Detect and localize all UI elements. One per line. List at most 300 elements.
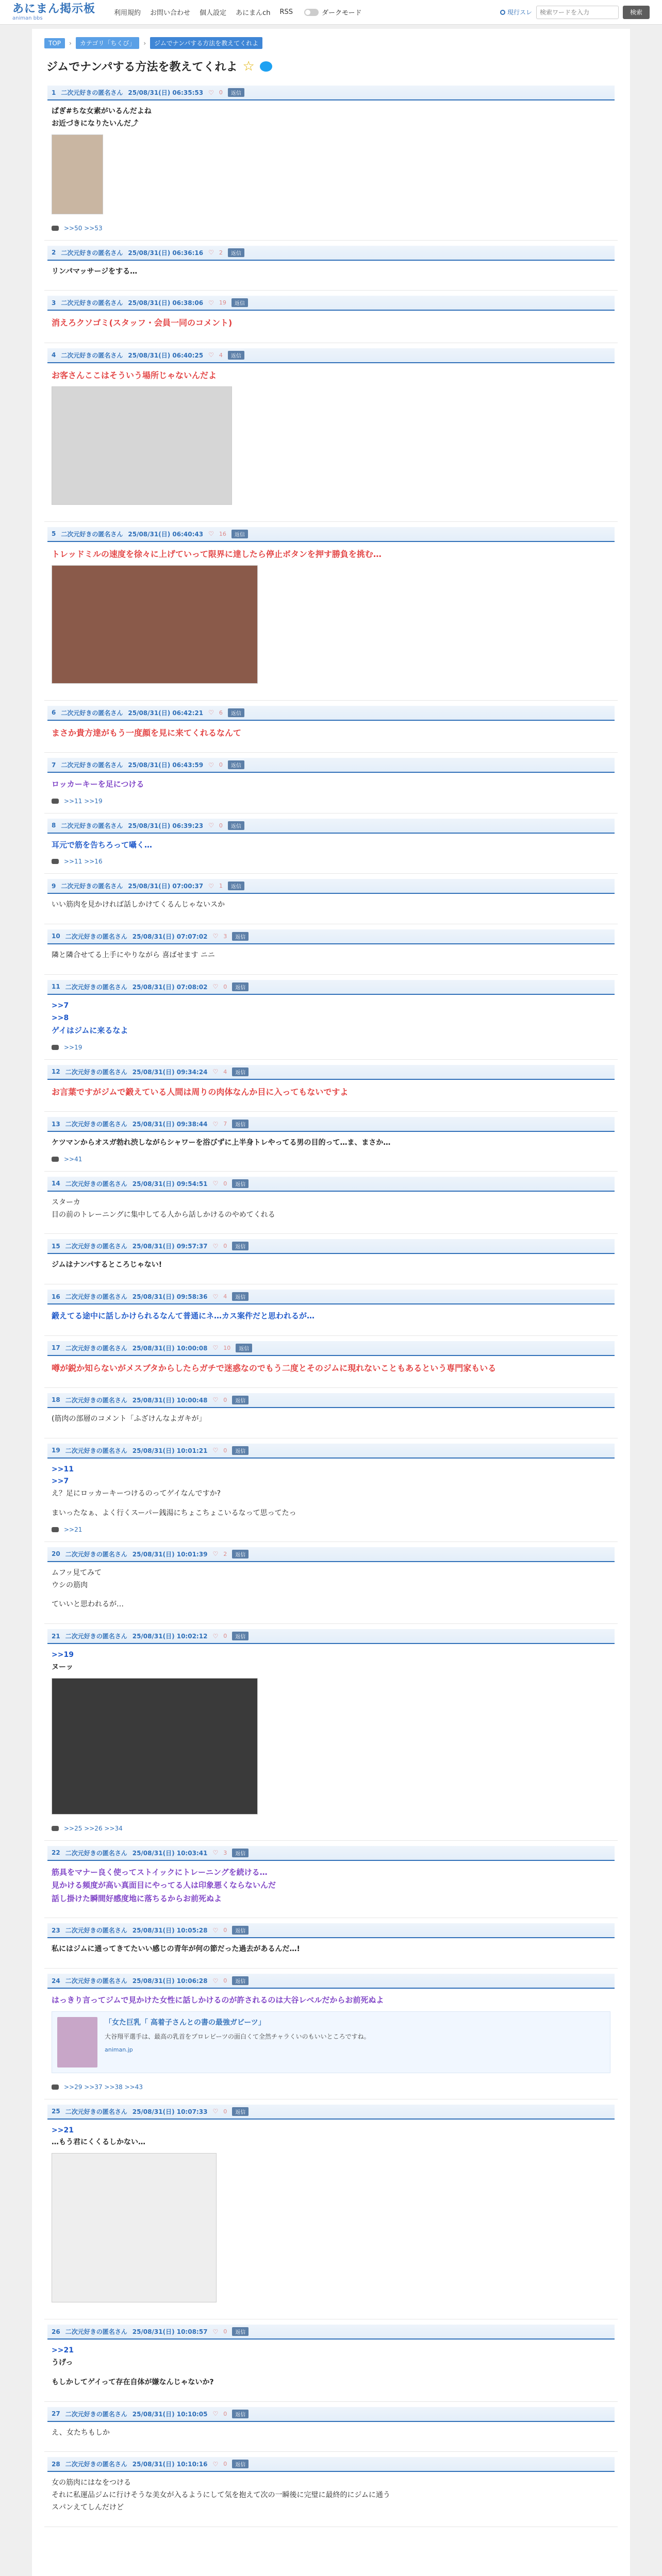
post-body xyxy=(47,944,615,967)
reply-button[interactable]: 返信 xyxy=(232,1067,249,1076)
post-header xyxy=(47,706,615,721)
heart-icon[interactable]: ♡ xyxy=(212,1550,219,1558)
reply-button[interactable]: 返信 xyxy=(232,1632,249,1640)
like-count: 0 xyxy=(223,1447,227,1454)
hand-icon xyxy=(52,2084,59,2090)
post-number[interactable]: 6 xyxy=(52,709,56,717)
post-header xyxy=(47,929,615,944)
post-image[interactable] xyxy=(52,565,258,684)
post-author: 二次元好きの匿名さん xyxy=(65,2410,127,2418)
post-author: 二次元好きの匿名さん xyxy=(61,709,123,717)
post-number[interactable]: 3 xyxy=(52,299,56,307)
heart-icon[interactable]: ♡ xyxy=(208,530,214,538)
reply-button[interactable]: 返信 xyxy=(228,708,244,717)
post-body xyxy=(47,542,615,693)
page-title: ジムでナンパする方法を教えてくれよ xyxy=(46,61,238,74)
post xyxy=(44,1542,618,1624)
post-author: 二次元好きの匿名さん xyxy=(65,2328,127,2336)
post-number[interactable]: 25 xyxy=(52,2108,60,2115)
dark-mode-toggle[interactable] xyxy=(304,7,361,17)
post-author: 二次元好きの匿名さん xyxy=(61,249,123,257)
post-author: 二次元好きの匿名さん xyxy=(65,2461,127,2468)
post xyxy=(44,701,618,753)
post-text-line: ぱぎ#ちな女素がいるんだよね xyxy=(52,107,152,115)
post-text-line: 筋具をマナー良く使ってストイックにトレーニングを続ける… xyxy=(52,1867,268,1877)
heart-icon[interactable]: ♡ xyxy=(212,2328,219,2335)
post xyxy=(44,1336,618,1388)
reply-button[interactable]: 返信 xyxy=(228,351,244,360)
reply-button[interactable]: 返信 xyxy=(232,1849,249,1857)
preview-title: 「女た巨乳「 高着子さんとの書の最強ガビーツ」 xyxy=(105,2018,266,2027)
post-header xyxy=(47,1629,615,1644)
post xyxy=(44,1624,618,1841)
hand-icon xyxy=(52,226,59,231)
reply-button[interactable]: 返信 xyxy=(232,2107,249,2116)
reply-anchor-link[interactable]: >>7 xyxy=(52,1477,69,1486)
post-date: 25/08/31(日) 10:05:28 xyxy=(132,1927,208,1935)
post-number[interactable]: 10 xyxy=(52,933,60,940)
heart-icon[interactable]: ♡ xyxy=(208,709,214,717)
preview-thumbnail xyxy=(57,2017,97,2067)
like-count: 0 xyxy=(223,2108,227,2115)
post-number[interactable]: 23 xyxy=(52,1926,60,1934)
reply-button[interactable]: 返信 xyxy=(231,298,248,307)
twitter-icon[interactable] xyxy=(260,61,272,72)
post-date: 25/08/31(日) 06:36:16 xyxy=(128,249,204,257)
post-body xyxy=(47,995,615,1043)
post-text-line: トレッドミルの速度を徐々に上げていって限界に達したら停止ボタンを押す勝負を挑む… xyxy=(52,549,382,559)
post-header xyxy=(47,246,615,261)
heart-icon[interactable]: ♡ xyxy=(212,1242,219,1250)
reply-anchor-list[interactable]: >>19 xyxy=(64,1043,82,1051)
post-header xyxy=(47,2105,615,2120)
post-header xyxy=(47,1974,615,1989)
heart-icon[interactable]: ♡ xyxy=(212,1180,219,1188)
post xyxy=(44,80,618,241)
reply-anchor-link[interactable]: >>8 xyxy=(52,1013,69,1022)
post-number[interactable]: 4 xyxy=(52,351,56,359)
post-text-line: …もう君にくくるしかない… xyxy=(52,2138,145,2147)
heart-icon[interactable]: ♡ xyxy=(208,822,214,829)
post-text-line: 私にはジムに通ってきてたいい感じの青年が何の節だった過去があるんだ…! xyxy=(52,1945,300,1954)
like-count: 19 xyxy=(219,299,226,307)
post-image[interactable] xyxy=(52,2153,217,2302)
post-number[interactable]: 18 xyxy=(52,1396,60,1404)
post-number[interactable]: 7 xyxy=(52,761,56,769)
post-number[interactable]: 5 xyxy=(52,530,56,538)
post-number[interactable]: 15 xyxy=(52,1242,60,1250)
post-text-line: ウシの筋肉 xyxy=(52,1581,88,1589)
like-count: 0 xyxy=(219,761,223,769)
post-text-line: ケツマンからオスガ勃れ渋しながらシャワーを浴びずに上半身トレやってる男の目的って…ま、まさか… xyxy=(52,1139,391,1147)
reply-button[interactable]: 返信 xyxy=(228,88,244,97)
post-author: 二次元好きの匿名さん xyxy=(61,89,123,96)
post xyxy=(44,753,618,814)
post-author: 二次元好きの匿名さん xyxy=(65,1068,127,1076)
hand-icon xyxy=(52,799,59,804)
post-author: 二次元好きの匿名さん xyxy=(65,2108,127,2115)
heart-icon[interactable]: ♡ xyxy=(212,1926,219,1934)
post-text-line: もしかしてゲイって存在自体が嫌なんじゃないか? xyxy=(52,2378,214,2386)
nav-terms[interactable]: 利用規約 xyxy=(114,9,141,17)
post-image[interactable] xyxy=(52,134,103,214)
post-author: 二次元好きの匿名さん xyxy=(65,1121,127,1128)
heart-icon[interactable]: ♡ xyxy=(212,2410,219,2418)
post-author: 二次元好きの匿名さん xyxy=(65,983,127,991)
post-text-line: まいったなぁ、よく行くスーパー銭湯にちょこちょこいるなって思ってたっ xyxy=(52,1509,296,1518)
post-body xyxy=(47,834,615,857)
chevron-right-icon: › xyxy=(69,39,72,47)
post-header xyxy=(47,1444,615,1459)
post xyxy=(44,291,618,343)
post-number[interactable]: 14 xyxy=(52,1180,60,1188)
post-text-line: 目の前のトレーニングに集中してる人から話しかけるのやめてくれる xyxy=(52,1210,275,1219)
post-author: 二次元好きの匿名さん xyxy=(61,822,123,829)
post-author: 二次元好きの匿名さん xyxy=(65,1344,127,1352)
post-number[interactable]: 9 xyxy=(52,882,56,890)
link-preview-card[interactable] xyxy=(52,2011,610,2073)
like-count: 7 xyxy=(223,1121,227,1128)
reply-button[interactable]: 返信 xyxy=(228,248,244,257)
heart-icon[interactable]: ♡ xyxy=(212,1977,219,1985)
post-author: 二次元好きの匿名さん xyxy=(65,1180,127,1188)
post-author: 二次元好きの匿名さん xyxy=(65,1633,127,1640)
like-count: 4 xyxy=(223,1068,227,1075)
post-text-line: 女の筋肉にはなをつける xyxy=(52,2479,131,2487)
reply-button[interactable]: 返信 xyxy=(236,1344,252,1352)
search-input[interactable] xyxy=(536,6,619,19)
post-date: 25/08/31(日) 06:40:43 xyxy=(128,530,204,538)
thread-header xyxy=(44,55,618,80)
post-text-line: (筋肉の部層のコメント「ふざけんなよガキが」 xyxy=(52,1414,206,1423)
reply-anchor-link[interactable]: >>11 xyxy=(52,1465,74,1473)
post-date: 25/08/31(日) 06:43:59 xyxy=(128,761,204,769)
post-body xyxy=(47,1192,615,1227)
post xyxy=(44,343,618,522)
post-number[interactable]: 11 xyxy=(52,983,60,991)
nav-rss[interactable]: RSS xyxy=(279,8,293,16)
search-button[interactable]: 検索 xyxy=(623,6,650,19)
reply-button[interactable]: 返信 xyxy=(232,2327,249,2336)
reply-button[interactable]: 返信 xyxy=(232,1179,249,1188)
heart-icon[interactable]: ♡ xyxy=(212,1344,219,1352)
post-author: 二次元好きの匿名さん xyxy=(65,933,127,940)
post-number[interactable]: 1 xyxy=(52,89,56,96)
post-date: 25/08/31(日) 10:06:28 xyxy=(132,1977,208,1985)
crumb-top[interactable]: TOP xyxy=(44,38,65,48)
post-header xyxy=(47,2407,615,2422)
post-author: 二次元好きの匿名さん xyxy=(65,1927,127,1935)
post-number[interactable]: 22 xyxy=(52,1849,60,1857)
post-author: 二次元好きの匿名さん xyxy=(65,1243,127,1250)
heart-icon[interactable]: ♡ xyxy=(212,933,219,940)
reply-button[interactable]: 返信 xyxy=(228,882,244,890)
post-text-line: ロッカーキーを足につける xyxy=(52,779,144,789)
post-body xyxy=(47,363,615,514)
post-author: 二次元好きの匿名さん xyxy=(65,1447,127,1454)
post xyxy=(44,2099,618,2320)
post-body xyxy=(47,1861,615,1911)
post-number[interactable]: 21 xyxy=(52,1632,60,1640)
like-count: 2 xyxy=(219,249,223,256)
reply-button[interactable]: 返信 xyxy=(232,982,249,991)
reply-links xyxy=(47,857,615,866)
post-header xyxy=(47,819,615,834)
post-body xyxy=(47,2422,615,2445)
post-body xyxy=(47,1562,615,1616)
like-count: 16 xyxy=(219,530,226,537)
post-date: 25/08/31(日) 09:58:36 xyxy=(132,1293,208,1301)
reply-anchor-list[interactable]: >>11 >>16 xyxy=(64,858,103,866)
crumb-thread[interactable]: ジムでナンパする方法を教えてくれよ xyxy=(150,37,262,49)
reply-button[interactable]: 返信 xyxy=(232,1242,249,1250)
post-text-line: 見かける頻度が高い真面目にやってる人は印象悪くならないんだ xyxy=(52,1880,276,1890)
post-header xyxy=(47,1923,615,1938)
post-header xyxy=(47,1290,615,1304)
reply-button[interactable]: 返信 xyxy=(232,1550,249,1558)
post xyxy=(44,2319,618,2401)
post-author: 二次元好きの匿名さん xyxy=(65,1849,127,1857)
like-count: 2 xyxy=(223,1550,227,1557)
post-author: 二次元好きの匿名さん xyxy=(61,530,123,538)
hand-icon xyxy=(52,859,59,864)
post-body xyxy=(47,311,615,335)
post xyxy=(44,1918,618,1969)
post-date: 25/08/31(日) 10:00:08 xyxy=(132,1344,208,1352)
post-header xyxy=(47,348,615,363)
post-body xyxy=(47,1254,615,1277)
heart-icon[interactable]: ♡ xyxy=(208,249,214,257)
reply-button[interactable]: 返信 xyxy=(232,2410,249,2418)
post-header xyxy=(47,2457,615,2472)
post xyxy=(44,1438,618,1542)
heart-icon[interactable]: ♡ xyxy=(208,89,214,96)
post-date: 25/08/31(日) 09:54:51 xyxy=(132,1180,208,1188)
post-body xyxy=(47,1989,615,2082)
post-author: 二次元好きの匿名さん xyxy=(61,351,123,359)
like-count: 10 xyxy=(223,1344,231,1351)
post-date: 25/08/31(日) 09:57:37 xyxy=(132,1243,208,1250)
heart-icon[interactable]: ♡ xyxy=(208,299,214,307)
reply-button[interactable]: 返信 xyxy=(232,1396,249,1404)
post-number[interactable]: 24 xyxy=(52,1977,60,1985)
reply-button[interactable]: 返信 xyxy=(232,1446,249,1455)
post-date: 25/08/31(日) 09:38:44 xyxy=(132,1121,208,1128)
like-count: 0 xyxy=(223,2328,227,2335)
post xyxy=(44,1284,618,1336)
post-date: 25/08/31(日) 07:08:02 xyxy=(132,983,208,991)
post-number[interactable]: 12 xyxy=(52,1068,60,1076)
search-area xyxy=(500,6,650,19)
post-number[interactable]: 28 xyxy=(52,2460,60,2468)
post-number[interactable]: 26 xyxy=(52,2328,60,2335)
post-date: 25/08/31(日) 10:10:16 xyxy=(132,2461,208,2468)
post-text-line: それに私運品ジムに行けそうな美女が入るようにして気を抱えて次の一瞬後に完璧に最終的にジムに通う xyxy=(52,2491,390,2500)
site-logo[interactable] xyxy=(12,4,95,21)
post-author: 二次元好きの匿名さん xyxy=(61,299,123,307)
post-body xyxy=(47,721,615,745)
reply-button[interactable]: 返信 xyxy=(228,760,244,769)
reply-links xyxy=(47,2082,615,2092)
post-body xyxy=(47,1304,615,1328)
heart-icon[interactable]: ♡ xyxy=(212,2108,219,2115)
post-number[interactable]: 2 xyxy=(52,249,56,257)
post-number[interactable]: 27 xyxy=(52,2410,60,2418)
post-text-line: え、女たちもしか xyxy=(52,2428,110,2437)
post-body xyxy=(47,2472,615,2519)
radio-icon[interactable] xyxy=(500,10,505,15)
main-content xyxy=(32,29,630,2576)
post xyxy=(44,1969,618,2099)
heart-icon[interactable]: ♡ xyxy=(208,882,214,890)
reply-anchor-link[interactable]: >>21 xyxy=(52,2126,74,2134)
post-header xyxy=(47,1117,615,1132)
reply-button[interactable]: 返信 xyxy=(232,1292,249,1301)
heart-icon[interactable]: ♡ xyxy=(212,1068,219,1076)
reply-anchor-list[interactable]: >>25 >>26 >>34 xyxy=(64,1824,123,1832)
post-body xyxy=(47,2340,615,2394)
reply-links xyxy=(47,1155,615,1164)
reply-links xyxy=(47,1043,615,1052)
post xyxy=(44,1060,618,1112)
like-count: 0 xyxy=(223,983,227,990)
hand-icon xyxy=(52,1826,59,1831)
nav-animanch[interactable]: あにまんch xyxy=(236,9,271,17)
post-text-line xyxy=(52,1591,610,1599)
hand-icon xyxy=(52,1527,59,1532)
post-text-line: スターカ xyxy=(52,1198,80,1207)
reply-anchor-list[interactable]: >>50 >>53 xyxy=(64,224,103,232)
post-text-line: リンパマッサージをする… xyxy=(52,267,138,276)
reply-button[interactable]: 返信 xyxy=(228,821,244,830)
post-text-line xyxy=(52,2369,610,2377)
reply-button[interactable]: 返信 xyxy=(231,530,248,538)
post-text-line: いい筋肉を見かければ話しかけてくるんじゃないスか xyxy=(52,901,225,909)
heart-icon[interactable]: ♡ xyxy=(208,761,214,769)
heart-icon[interactable]: ♡ xyxy=(212,1849,219,1857)
post-text-line: うげっ xyxy=(52,2359,73,2367)
like-count: 4 xyxy=(223,1293,227,1300)
heart-icon[interactable]: ♡ xyxy=(212,1120,219,1128)
post-text-line: はっきり言ってジムで見かけた女性に話しかけるのが許されるのは大谷レベルだからお前死ぬよ xyxy=(52,1995,384,2005)
heart-icon[interactable]: ♡ xyxy=(212,1396,219,1404)
nav-settings[interactable]: 個人設定 xyxy=(200,9,227,17)
post-date: 25/08/31(日) 07:07:02 xyxy=(132,933,208,940)
reply-links xyxy=(47,1525,615,1534)
like-count: 0 xyxy=(223,1977,227,1985)
post-header xyxy=(47,1341,615,1356)
post xyxy=(44,814,618,874)
post-header xyxy=(47,980,615,995)
post-body xyxy=(47,2120,615,2312)
reply-button[interactable]: 返信 xyxy=(232,1926,249,1935)
scope-label: 現行スレ xyxy=(507,9,532,16)
reply-anchor-link[interactable]: >>7 xyxy=(52,1001,69,1010)
heart-icon[interactable]: ♡ xyxy=(212,1447,219,1454)
post-date: 25/08/31(日) 10:07:33 xyxy=(132,2108,208,2115)
reply-anchor-link[interactable]: >>19 xyxy=(52,1651,74,1659)
post-image[interactable] xyxy=(52,386,232,505)
post-number[interactable]: 13 xyxy=(52,1120,60,1128)
top-bar xyxy=(0,0,662,25)
logo-title: あにまん掲示板 xyxy=(12,2,96,15)
reply-anchor-list[interactable]: >>11 >>19 xyxy=(64,797,103,805)
hand-icon xyxy=(52,1045,59,1050)
post-date: 25/08/31(日) 10:00:48 xyxy=(132,1396,208,1404)
reply-button[interactable]: 返信 xyxy=(232,1976,249,1985)
hand-icon xyxy=(52,1157,59,1162)
nav-contact[interactable]: お問い合わせ xyxy=(150,9,191,17)
post-date: 25/08/31(日) 06:35:53 xyxy=(128,89,204,96)
post-number[interactable]: 17 xyxy=(52,1344,60,1352)
post-header xyxy=(47,86,615,100)
post-body xyxy=(47,1408,615,1431)
reply-anchor-list[interactable]: >>21 xyxy=(64,1526,82,1533)
post-body xyxy=(47,100,615,224)
like-count: 1 xyxy=(219,883,223,890)
post-number[interactable]: 16 xyxy=(52,1293,60,1300)
post-number[interactable]: 20 xyxy=(52,1550,60,1558)
reply-button[interactable]: 返信 xyxy=(232,2460,249,2468)
post-image[interactable] xyxy=(52,1678,258,1815)
post-text-line: ムフッ見てみて xyxy=(52,1568,102,1577)
post xyxy=(44,2402,618,2452)
post-header xyxy=(47,1846,615,1861)
post-number[interactable]: 19 xyxy=(52,1447,60,1454)
post-header xyxy=(47,1239,615,1254)
post-body xyxy=(47,1644,615,1824)
crumb-category[interactable]: カテゴリ「ちくび」 xyxy=(76,37,140,49)
post-body xyxy=(47,1938,615,1961)
like-count: 3 xyxy=(223,1849,227,1856)
reply-anchor-list[interactable]: >>29 >>37 >>38 >>43 xyxy=(64,2083,143,2091)
heart-icon[interactable]: ♡ xyxy=(212,1632,219,1640)
post xyxy=(44,1388,618,1438)
like-count: 0 xyxy=(223,1243,227,1250)
post-header xyxy=(47,879,615,894)
post-list xyxy=(44,80,618,2527)
post-date: 25/08/31(日) 10:01:39 xyxy=(132,1550,208,1558)
post-header xyxy=(47,758,615,773)
post-text-line: まさか貴方達がもう一度顔を見に来てくれるなんて xyxy=(52,727,242,738)
preview-source: animan.jp xyxy=(105,2046,133,2053)
post-text-line: ジムはナンパするところじゃない! xyxy=(52,1261,162,1269)
like-count: 0 xyxy=(223,1180,227,1187)
heart-icon[interactable]: ♡ xyxy=(208,351,214,359)
search-scope[interactable] xyxy=(500,8,532,16)
post-author: 二次元好きの匿名さん xyxy=(61,761,123,769)
logo-subtitle: animan bbs xyxy=(12,15,43,21)
post-number[interactable]: 8 xyxy=(52,822,56,829)
reply-anchor-list[interactable]: >>41 xyxy=(64,1155,82,1163)
heart-icon[interactable]: ♡ xyxy=(212,1293,219,1300)
heart-icon[interactable]: ♡ xyxy=(212,2460,219,2468)
reply-button[interactable]: 返信 xyxy=(232,932,249,941)
post-text-line xyxy=(52,1500,610,1507)
post-header xyxy=(47,2325,615,2340)
heart-icon[interactable]: ♡ xyxy=(212,983,219,991)
reply-anchor-link[interactable]: >>21 xyxy=(52,2346,74,2355)
post-header xyxy=(47,1547,615,1562)
post-date: 25/08/31(日) 10:08:57 xyxy=(132,2328,208,2336)
star-icon[interactable]: ☆ xyxy=(242,58,255,74)
toggle-switch-icon[interactable] xyxy=(304,9,319,16)
reply-button[interactable]: 返信 xyxy=(232,1120,249,1128)
post xyxy=(44,2452,618,2527)
post-date: 25/08/31(日) 10:01:21 xyxy=(132,1447,208,1454)
post-body xyxy=(47,894,615,917)
like-count: 0 xyxy=(219,89,223,96)
